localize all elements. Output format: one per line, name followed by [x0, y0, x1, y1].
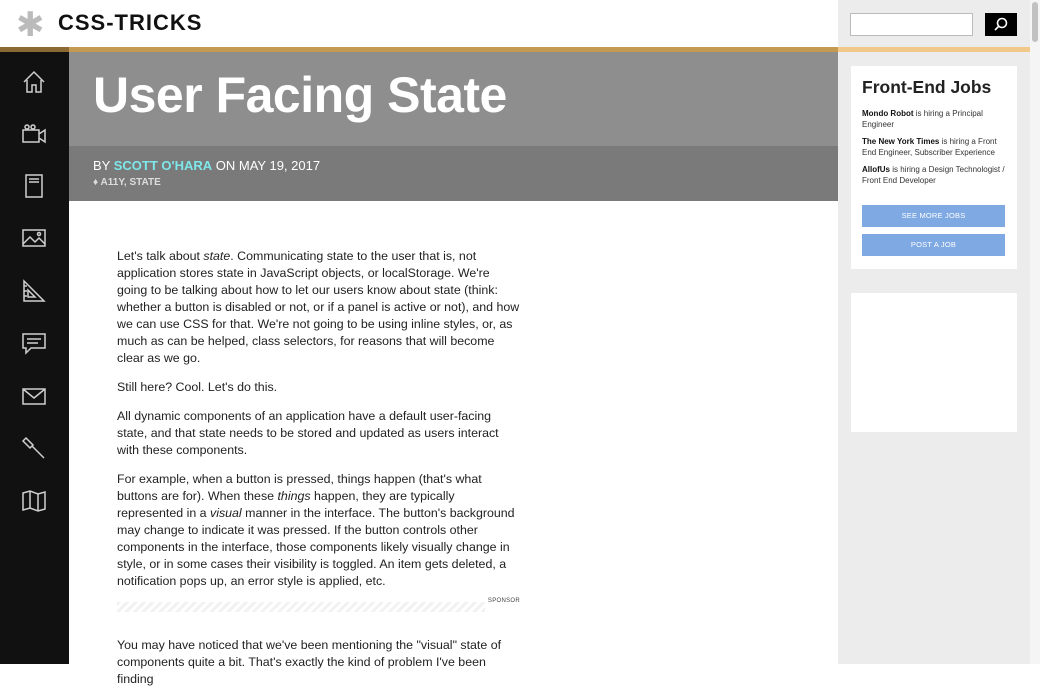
sponsor-placeholder — [117, 602, 485, 612]
article-body — [117, 248, 522, 602]
paragraph-1: Let's talk about state. Communicating state to the user that is, not application stores state in JavaScript objects, or localStorage. We're going to be talking about how to let our users know about state (think: whether a button is disabled or not, or if a panel is active or not), and how we can use CSS for that. We're not going to be using inline styles, or, as much as can be helped, class selectors, for reasons that will become clear as we go. — [117, 249, 520, 365]
paragraph-5: You may have noticed that we've been mentioning the "visual" state of components quite a bit. That's exactly the kind of problem I've been finding — [117, 638, 502, 686]
sponsor-label: SPONSOR — [487, 598, 520, 604]
paragraph-3: All dynamic components of an application have a default user-facing state, and that state needs to be stored and updated as users interact with these components. — [117, 409, 499, 457]
jobs-title: Front-End Jobs — [862, 77, 992, 97]
jobs-widget — [851, 66, 1017, 269]
video-icon[interactable] — [21, 122, 47, 148]
article-byline — [69, 146, 838, 201]
tag-a11y[interactable]: A11Y — [100, 177, 124, 188]
post-job-button[interactable]: POST A JOB — [862, 234, 1005, 256]
paragraph-2: Still here? Cool. Let's do this. — [117, 380, 278, 394]
sponsor-block[interactable] — [117, 598, 522, 612]
job-listing[interactable]: Mondo Robot is hiring a Principal Engineer — [862, 109, 983, 129]
home-icon[interactable] — [21, 69, 47, 95]
search-input[interactable] — [850, 13, 973, 36]
almanac-icon[interactable] — [21, 173, 47, 199]
scrollbar[interactable] — [1030, 0, 1040, 664]
page-title: User Facing State — [93, 67, 507, 123]
article-hero — [69, 52, 838, 146]
side-navigation — [0, 52, 69, 664]
job-listing[interactable]: AllofUs is hiring a Design Technologist / Front End Developer — [862, 165, 1005, 185]
ad-placeholder[interactable] — [851, 293, 1017, 432]
tag-separator: , — [123, 177, 127, 188]
forums-icon[interactable] — [21, 330, 47, 356]
tools-icon[interactable] — [21, 435, 47, 461]
search-button[interactable] — [985, 13, 1017, 36]
byline-date: ON MAY 19, 2017 — [215, 158, 321, 173]
site-logo-text[interactable]: CSS-TRICKS — [58, 10, 203, 35]
image-icon[interactable] — [21, 225, 47, 251]
byline-text — [93, 158, 320, 173]
tag-state[interactable]: STATE — [129, 177, 161, 188]
byline-by: BY — [93, 158, 111, 173]
sidebar-divider — [838, 47, 1030, 52]
tag-list — [93, 177, 161, 188]
author-link[interactable]: SCOTT O'HARA — [113, 158, 213, 173]
scrollbar-thumb[interactable] — [1032, 2, 1038, 42]
map-icon[interactable] — [21, 488, 47, 514]
job-listing[interactable]: The New York Times is hiring a Front End Engineer, Subscriber Experience — [862, 137, 997, 157]
guides-icon[interactable] — [21, 278, 47, 304]
logo-star-icon[interactable]: ✱ — [16, 6, 45, 44]
tag-icon: ♦ — [93, 177, 99, 188]
search-icon — [994, 17, 1008, 31]
site-header — [0, 0, 838, 48]
mail-icon[interactable] — [21, 383, 47, 409]
see-more-jobs-button[interactable]: SEE MORE JOBS — [862, 205, 1005, 227]
paragraph-4: For example, when a button is pressed, things happen (that's what buttons are for). When these things happen, they are typically represented in a visual manner in the interface. The button's background may change to indicate it was pressed. If the button controls other components in the interface, those components likely visually change in style, or in some cases their visibility is toggled. An item gets deleted, a notification pops up, an error style is applied, etc. — [117, 472, 515, 588]
